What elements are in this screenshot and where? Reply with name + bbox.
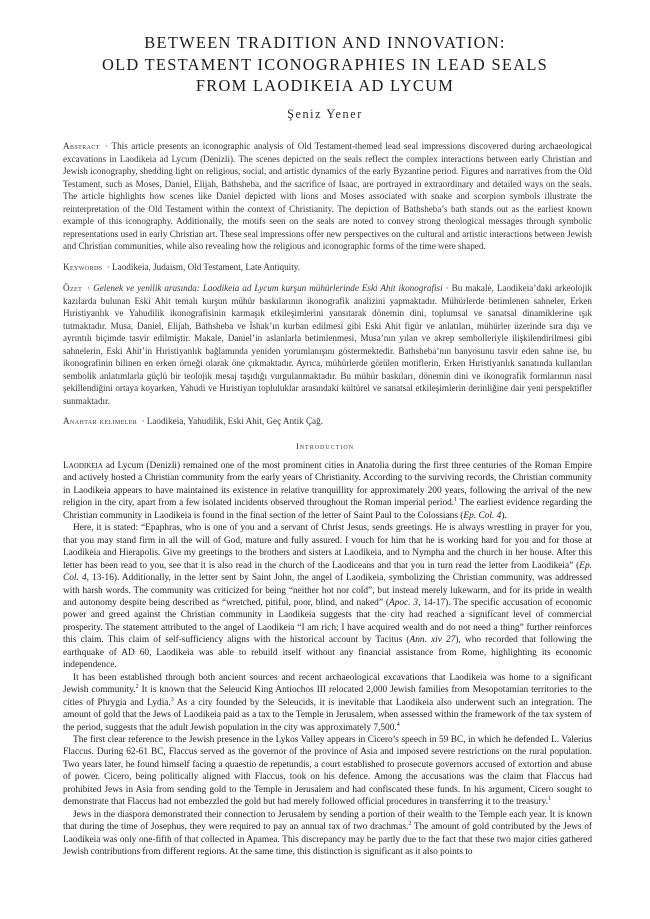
footnote-ref: 2 bbox=[408, 821, 412, 828]
paragraph-3-text-c: As a city founded by the Seleucids, it is inevitable that Laodikeia also underwent such an integration. The amount of gold that the Jews of Laodikeia paid as a tax to the Temple in Jerusalem, when assessed within the framework of the tax system of the period, suggests that the adult Jewish population in the city was approximately 7,500. bbox=[63, 697, 592, 733]
paragraph-3 bbox=[63, 672, 592, 734]
paragraph-2-text: Here, it is stated: “Epaphras, who is one of you and a servant of Christ Jesus, sends greetings. He is always wrestling in prayer for you, that you may stand firm in all the will of God, mature and fully assured. I vouch for him that he is working hard for you and for those at Laodikeia and Hierapolis. Give my greetings to the brothers and sisters at Laodikeia, and to Nympha and the church in her house. After this letter has been read to you, see that it is also read in the church of the Laodiceans and that you in turn read the letter from Laodikeia” ( bbox=[63, 523, 592, 571]
paragraph-3-text-b: It is known that the Seleucid King Antiochos III relocated 2,000 Jewish families from Mesopotamian territories to the cities of Phrygia and Lydia. bbox=[63, 685, 592, 708]
paragraph-2 bbox=[63, 522, 592, 671]
paragraph-4-text: The first clear reference to the Jewish presence in the Lykos Valley appears in Cicero’s speech in 59 BC, in which he defended L. Valerius Flaccus. During 62-61 BC, Flaccus served as the governor of the province of Asia and imposed severe restrictions on the rural population. Two years later, he found himself facing a quaestio de repetundis, a court established to prosecute governors accused of extortion and abuse of power. Cicero, being politically aligned with Flaccus, took on his defence. Among the accusations was the claim that Flaccus had prohibited Jews in Asia from sending gold to the Temple in Jerusalem and had confiscated these funds. In his argument, Cicero sought to demonstrate that Flaccus had not embezzled the gold but had merely followed official procedures in transferring it to the treasury. bbox=[63, 734, 592, 808]
paragraph-1-end: ). bbox=[501, 510, 507, 521]
author-name: Şeniz Yener bbox=[287, 107, 363, 121]
keywords-text: Laodikeia, Judaism, Old Testament, Late Antiquity. bbox=[112, 262, 300, 272]
paragraph-3-text: It has been established through both ancient sources and recent archaeological excavations that Laodikeia was home to a significant Jewish community. bbox=[63, 672, 592, 696]
ozet-label: Özet bbox=[63, 283, 83, 293]
paragraph-5 bbox=[63, 809, 592, 859]
paragraph-5-text: Jews in the diaspora demonstrated their connection to Jerusalem by sending a portion of their wealth to the Temple each year. It is known that during the time of Josephus, they were required to pay an annual tax of two drachmas. bbox=[63, 809, 592, 833]
paragraph-4 bbox=[63, 734, 592, 809]
title-line-1: BETWEEN TRADITION AND INNOVATION: bbox=[144, 33, 506, 52]
title-line-2: OLD TESTAMENT ICONOGRAPHIES IN LEAD SEALS bbox=[101, 54, 549, 74]
paragraph-2-text-b: , 13-16). Additionally, in the letter sent by Saint John, the angel of Laodikeia, symbolizing the Christian community, was addressed with harsh words. The community was criticized for being “neither hot nor cold”, but instead merely lukewarm, and for its pride in wealth and autonomy despite being described as “wretched, pitiful, poor, blind, and naked” ( bbox=[63, 573, 592, 608]
paragraph-1-text: ad Lycum (Denizli) remained one of the most prominent cities in Anatolia during the first three centuries of the Roman Empire and actively hosted a Christian community from the early years of Christianity. According to the surviving records, the Christian community in Laodikeia appears to have maintained its existence in relative tranquillity for approximately 200 years, following the arrival of the new religion in the city, apart from a few isolated incidents observed throughout the Roman imperial period. bbox=[63, 461, 592, 509]
paragraph-1-tail: The earliest evidence regarding the Christian community in Laodikeia is found in the final section of the letter of Saint Paul to the Colossians ( bbox=[63, 498, 592, 521]
citation: Ann. xiv 27 bbox=[409, 635, 456, 646]
ozet-title: Gelenek ve yenilik arasında: Laodikeia ad Lycum kurşun mühürlerinde Eski Ahit ikonografisi bbox=[93, 283, 443, 293]
keywords-separator: · bbox=[106, 262, 110, 272]
keywords-label: Keywords bbox=[63, 262, 103, 272]
abstract bbox=[63, 140, 592, 253]
lead-word: Laodikeia bbox=[63, 461, 103, 471]
section-heading-introduction: Introduction bbox=[295, 442, 355, 451]
ozet-separator-2: · bbox=[445, 283, 449, 293]
anahtar-label: Anahtar kelimeler bbox=[63, 416, 138, 426]
abstract-separator: · bbox=[105, 141, 109, 151]
body-text bbox=[63, 460, 592, 859]
footnote-ref: 2 bbox=[135, 684, 139, 691]
paragraph-2-text-c: , 14-17). The specific accusation of economic power and greed against the Christian community in Laodikeia suggests that the city had reached a significant level of commercial prosperity. The statement attributed to the angel of Laodikeia “I am rich; I have acquired wealth and do not need a thing” further reinforces this claim. This claim of self-sufficiency aligns with the historical account by Tacitus ( bbox=[63, 597, 593, 646]
abstract-label: Abstract bbox=[63, 141, 100, 151]
anahtar-text: Laodikeia, Yahudilik, Eski Ahit, Geç Antik Çağ. bbox=[146, 416, 323, 426]
footnote-ref: 4 bbox=[396, 721, 400, 728]
title-line-3: FROM LAODIKEIA AD LYCUM bbox=[195, 76, 455, 95]
abstract-text: This article presents an iconographic analysis of Old Testament-themed lead seal impressions discovered during archaeological excavations in Laodikeia ad Lycum (Denizli). The scenes depicted on the seals reflect the complex interactions between early Christian and Jewish iconography, shedding light on religious, social, and artistic dynamics of the early Byzantine period. Figures and narratives from the Old Testament, such as Moses, Daniel, Elijah, Bathsheba, and the sacrifice of Isaac, are portrayed in extraordinary and detailed ways on the seals. The article highlights how scenes like Daniel depicted with lions and Moses associated with snake and scorpion symbols illustrate the reinterpretation of the Old Testament within the context of Christianity. The depiction of Bathsheba’s bath stands out as the earliest known example of this iconography. Additionally, the motifs seen on the seals are noted to convey strong theological messages through symbolic representations used in early Christian art. These seal impressions offer new perspectives on the cultural and artistic interactions between Jewish and Christian communities, while also revealing how the religious and iconographic forms of the time were shaped. bbox=[63, 141, 592, 252]
paragraph-5-text-b: The amount of gold contributed by the Jews of Laodikeia was only one-fifth of that collected in Apamea. This discrepancy may be partly due to the fact that these two major cities gathered Jewish contributions from different regions. At the same time, this distinction is significant as it also points to bbox=[63, 822, 592, 858]
paragraph-1 bbox=[63, 460, 592, 522]
anahtar-separator: · bbox=[141, 416, 145, 426]
keywords bbox=[63, 261, 592, 274]
citation: Ep. Col. 4 bbox=[463, 510, 502, 521]
article-title bbox=[20, 32, 630, 97]
ozet-separator: · bbox=[87, 283, 91, 293]
ozet-text: Bu makale, Laodikeia’daki arkeolojik kazılarda bulunan Eski Ahit temalı kurşun mühür baskılarının ikonografik analizini yapmaktadır. Mühürlerde betimlenen sahneler, Erken Hıristiyanlık ve Yahudilik ikonografisinin karmaşık etkileşimlerini yansıtarak dönemin dini, toplumsal ve sanatsal dinamiklerine ışık tutmaktadır. Musa, Daniel, Elijah, Bathsheba ve İshak’ın kurban edilmesi gibi Eski Ahit figür ve anlatıları, mühürler üzerinde sıra dışı ve ayrıntılı biçimde tasvir edilmiştir. Makale, Daniel’in aslanlarla betimlenmesi, Musa’nın yılan ve akrep sembolleriyle ilişkilendirilmesi gibi sahnelerin, Eski Ahit’in Hıristiyanlık bağlamında yeniden yorumlanışını göstermektedir. Bathsheba’nın banyosunu tasvir eden sahne ise, bu ikonografinin bilinen en erken örneği olarak öne çıkmaktadır. Ayrıca, mühürlerde görülen motiflerin, Erken Hıristiyanlık sanatında kullanılan sembolik anlatımlarla güçlü bir teolojik mesaj taşıdığı vurgulanmaktadır. Bu mühür baskıları, dönemin dini ve ikonografik formlarının nasıl şekillendiğini ortaya koyarken, Yahudi ve Hıristiyan topluluklar arasındaki kültürel ve sanatsal etkileşimlerin derinliğine dair yeni perspektifler sunmaktadır. bbox=[63, 283, 593, 406]
footnote-ref: 1 bbox=[454, 497, 458, 504]
footnote-ref: 3 bbox=[170, 696, 174, 703]
citation: Apoc. 3 bbox=[389, 597, 419, 608]
ozet-abstract bbox=[63, 282, 592, 407]
anahtar-keywords bbox=[63, 415, 592, 428]
citation: Ep. Col. 4 bbox=[63, 560, 592, 584]
footnote-ref: 1 bbox=[547, 796, 551, 803]
paragraph-2-text-d: ), who recorded that following the earthquake of AD 60, Laodikeia was able to rebuild itself without any financial assistance from Rome, highlighting its economic independence. bbox=[63, 635, 592, 671]
